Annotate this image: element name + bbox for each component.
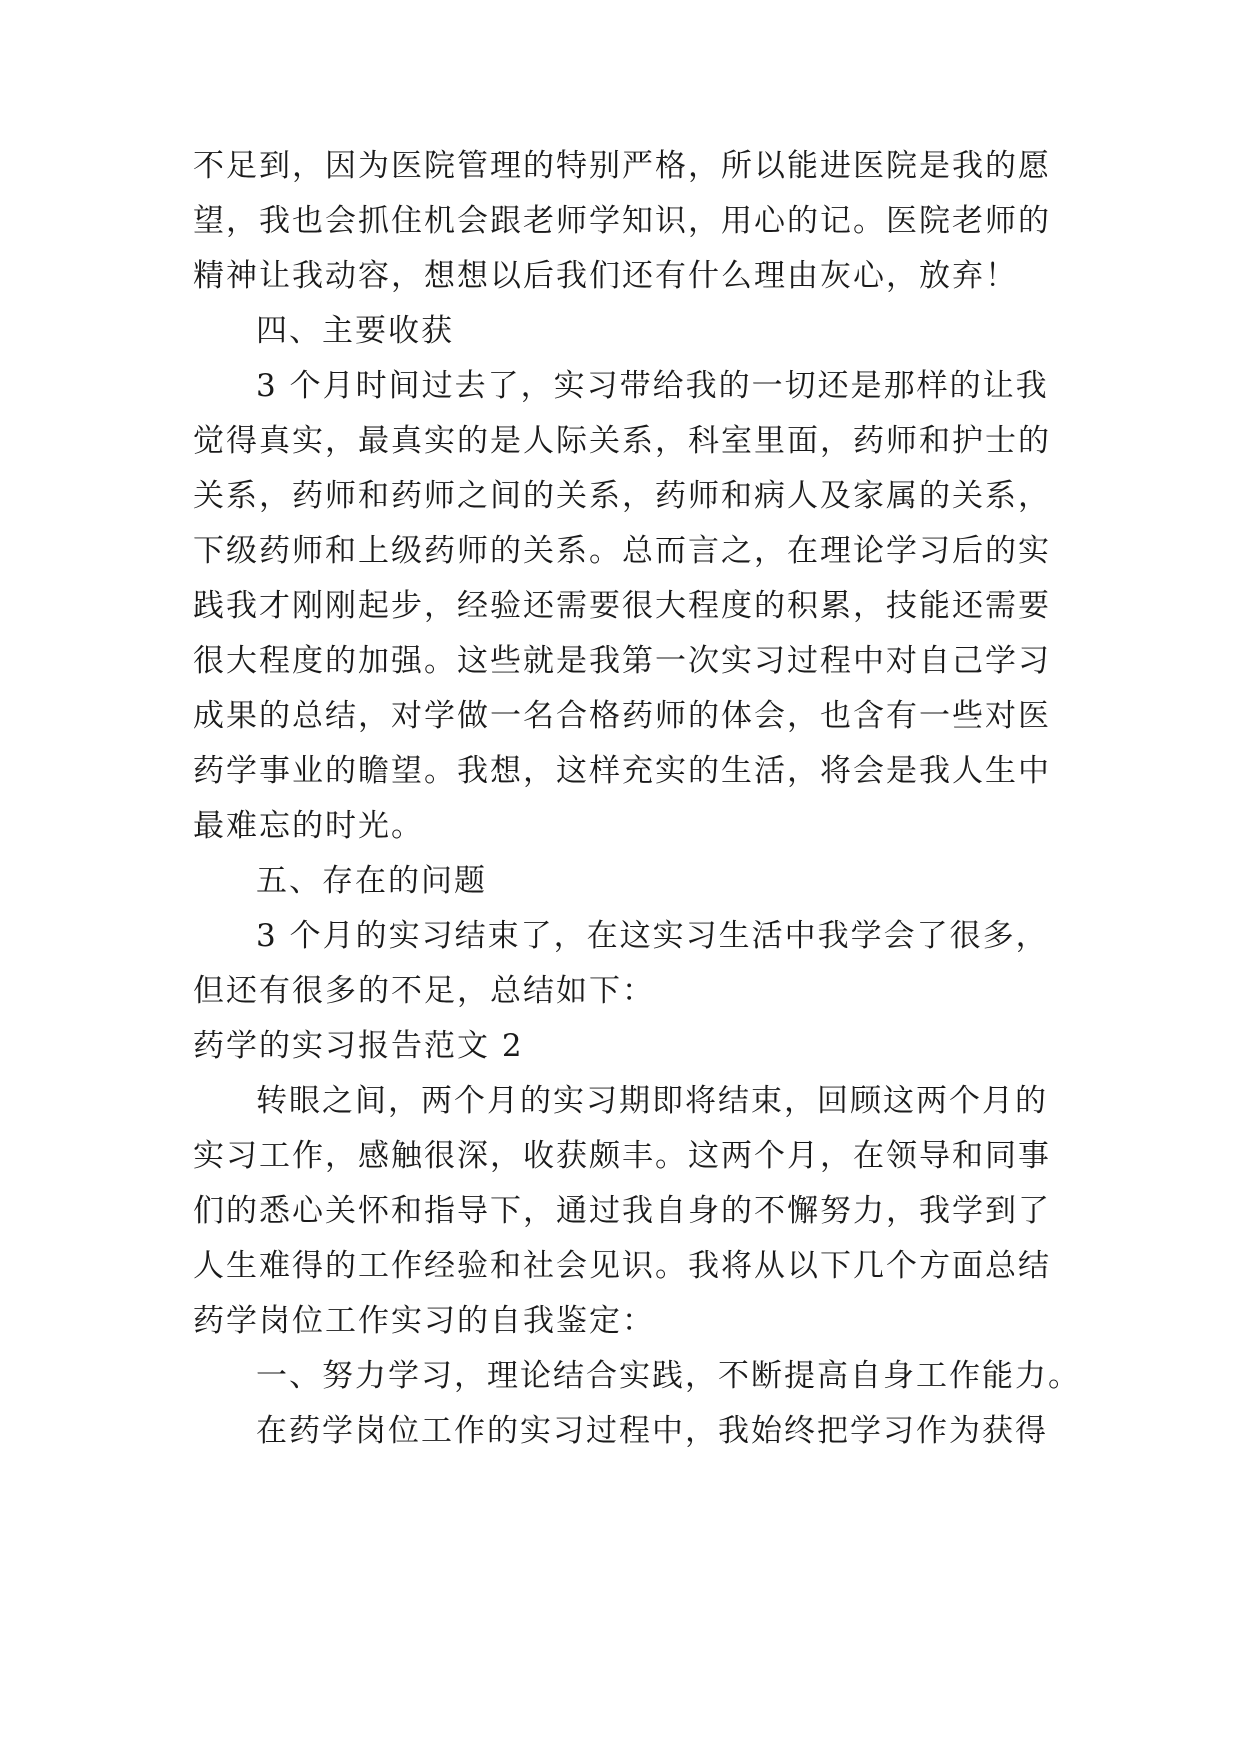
paragraph-line: 3 个月的实习结束了，在这实习生活中我学会了很多， <box>256 918 1049 954</box>
paragraph-line: 不足到，因为医院管理的特别严格，所以能进医院是我的愿 <box>193 148 1051 184</box>
paragraph-line: 觉得真实，最真实的是人际关系，科室里面，药师和护士的 <box>193 423 1051 459</box>
paragraph-line: 们的悉心关怀和指导下，通过我自身的不懈努力，我学到了 <box>193 1193 1051 1229</box>
paragraph-line: 关系，药师和药师之间的关系，药师和病人及家属的关系， <box>193 478 1051 514</box>
paragraph-line: 人生难得的工作经验和社会见识。我将从以下几个方面总结 <box>193 1248 1051 1284</box>
paragraph-line: 下级药师和上级药师的关系。总而言之，在理论学习后的实 <box>193 533 1051 569</box>
paragraph-line: 很大程度的加强。这些就是我第一次实习过程中对自己学习 <box>193 643 1051 679</box>
paragraph-line: 望，我也会抓住机会跟老师学知识，用心的记。医院老师的 <box>193 203 1051 239</box>
paragraph-line: 3 个月时间过去了，实习带给我的一切还是那样的让我 <box>256 368 1049 404</box>
section-heading: 五、存在的问题 <box>256 863 487 899</box>
paragraph-line: 转眼之间，两个月的实习期即将结束，回顾这两个月的 <box>256 1083 1048 1119</box>
paragraph-line: 精神让我动容，想想以后我们还有什么理由灰心，放弃！ <box>193 258 1018 294</box>
paragraph-line: 药学岗位工作实习的自我鉴定： <box>193 1303 655 1339</box>
paragraph-line: 最难忘的时光。 <box>193 808 424 844</box>
paragraph-line: 药学事业的瞻望。我想，这样充实的生活，将会是我人生中 <box>193 753 1051 789</box>
document-title: 药学的实习报告范文 2 <box>193 1028 524 1064</box>
paragraph-line: 实习工作，感触很深，收获颇丰。这两个月，在领导和同事 <box>193 1138 1051 1174</box>
paragraph-line: 成果的总结，对学做一名合格药师的体会，也含有一些对医 <box>193 698 1051 734</box>
section-heading: 四、主要收获 <box>256 313 454 349</box>
section-heading: 一、努力学习，理论结合实践，不断提高自身工作能力。 <box>256 1358 1081 1394</box>
paragraph-line: 践我才刚刚起步，经验还需要很大程度的积累，技能还需要 <box>193 588 1051 624</box>
paragraph-line: 在药学岗位工作的实习过程中，我始终把学习作为获得 <box>256 1413 1048 1449</box>
paragraph-line: 但还有很多的不足，总结如下： <box>193 973 655 1009</box>
